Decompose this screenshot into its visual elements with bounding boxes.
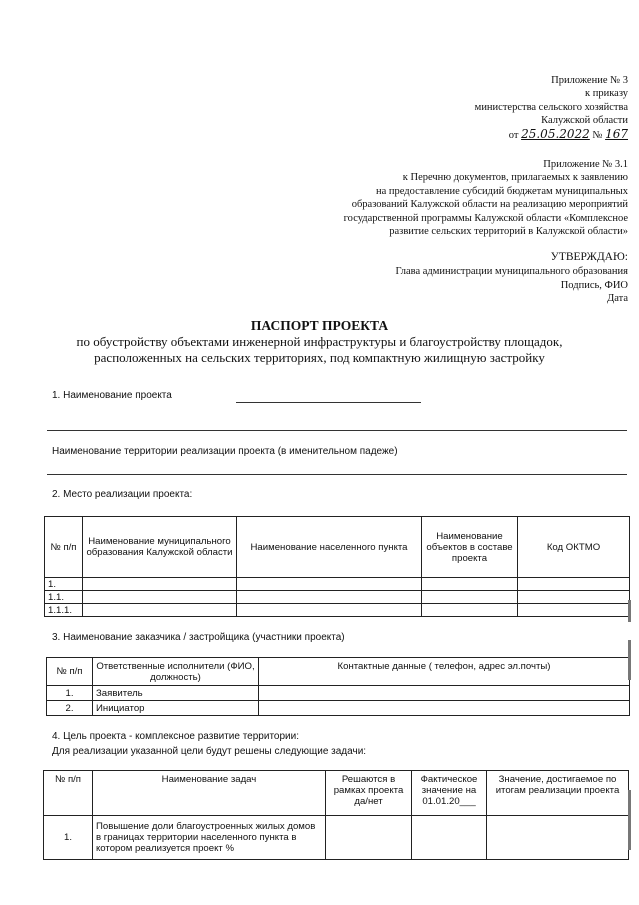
table-row xyxy=(44,816,629,860)
section-4-tasks-label: Для реализации указанной цели будут решены следующие задачи: xyxy=(52,746,367,757)
document-subtitle xyxy=(0,334,639,365)
header-cell: Наименование населенного пункта xyxy=(237,517,422,578)
table-cell xyxy=(422,604,518,617)
header-cell: Наименование задач xyxy=(93,771,326,816)
table-row xyxy=(45,578,630,591)
subtitle-line: расположенных на сельских территориях, под компактную жилищную застройку xyxy=(94,349,545,365)
appendix-3-region: Калужской области xyxy=(541,115,628,127)
row-number: 2. xyxy=(47,701,93,716)
table-cell xyxy=(518,591,630,604)
appendix-3-header xyxy=(475,74,628,142)
header-cell: Решаются в рамках проекта да/нет xyxy=(326,771,412,816)
approve-label: УТВЕРЖДАЮ: xyxy=(550,251,628,263)
participant-role: Инициатор xyxy=(93,701,259,716)
appendix-3-1-header xyxy=(344,158,628,238)
header-cell: Ответственные исполнители (ФИО, должность) xyxy=(93,658,259,686)
appendix-3-1-line: на предоставление субсидий бюджетам муниципальных xyxy=(375,185,628,197)
table-cell xyxy=(412,816,487,860)
appendix-3-title: Приложение № 3 xyxy=(551,75,628,86)
row-number: 1. xyxy=(47,686,93,701)
table-cell xyxy=(422,578,518,591)
tasks-table xyxy=(43,770,629,860)
section-1-label: 1. Наименование проекта xyxy=(52,390,172,401)
table-cell xyxy=(326,816,412,860)
table-cell xyxy=(237,578,422,591)
participants-table xyxy=(46,657,630,716)
approval-block xyxy=(395,251,628,306)
table-header-row xyxy=(44,771,629,816)
number-prefix: № xyxy=(592,129,603,141)
header-cell: Контактные данные ( телефон, адрес эл.почты) xyxy=(259,658,630,686)
row-number: 1.1. xyxy=(45,591,83,604)
appendix-3-ministry: министерства сельского хозяйства xyxy=(474,101,628,113)
header-cell: Значение, достигаемое по итогам реализации проекта xyxy=(487,771,629,816)
scan-artifact xyxy=(628,790,631,850)
table-header-row xyxy=(45,517,630,578)
participant-role: Заявитель xyxy=(93,686,259,701)
subtitle-line: по обустройству объектами инженерной инфраструктуры и благоустройству площадок, xyxy=(76,334,563,349)
table-row xyxy=(47,686,630,701)
header-cell: № п/п xyxy=(44,771,93,816)
project-name-line xyxy=(47,430,627,431)
header-cell: Наименование объектов в составе проекта xyxy=(422,517,518,578)
header-cell: Наименование муниципального образования Калужской области xyxy=(83,517,237,578)
scan-artifact xyxy=(628,640,631,680)
table-cell xyxy=(422,591,518,604)
section-2-label: 2. Место реализации проекта: xyxy=(52,489,193,500)
location-table xyxy=(44,516,630,617)
row-number: 1. xyxy=(45,578,83,591)
date-prefix: от xyxy=(508,129,519,141)
appendix-3-order: к приказу xyxy=(585,88,628,100)
task-name: Повышение доли благоустроенных жилых домов в границах территории населенного пункта в котором реализуется проект % xyxy=(93,816,326,860)
appendix-3-1-line: образований Калужской области на реализацию мероприятий xyxy=(351,199,628,211)
header-cell: № п/п xyxy=(45,517,83,578)
table-row xyxy=(47,701,630,716)
row-number: 1. xyxy=(44,816,93,860)
appendix-3-1-line: государственной программы Калужской области «Комплексное xyxy=(343,212,628,224)
territory-label: Наименование территории реализации проекта (в именительном падеже) xyxy=(52,446,398,457)
section-4-label: 4. Цель проекта - комплексное развитие территории: xyxy=(52,731,299,742)
table-header-row xyxy=(47,658,630,686)
approval-signature: Подпись, ФИО xyxy=(560,279,628,291)
appendix-3-1-line: к Перечню документов, прилагаемых к заявлению xyxy=(402,172,628,184)
table-cell xyxy=(259,686,630,701)
handwritten-number: 167 xyxy=(605,126,628,141)
approval-head: Глава администрации муниципального образования xyxy=(395,265,628,277)
appendix-3-1-line: развитие сельских территорий в Калужской области» xyxy=(389,226,628,238)
appendix-3-date-line xyxy=(475,128,628,142)
table-cell xyxy=(83,591,237,604)
table-cell xyxy=(518,578,630,591)
table-cell xyxy=(237,591,422,604)
territory-line xyxy=(47,474,627,475)
row-number: 1.1.1. xyxy=(45,604,83,617)
section-3-label: 3. Наименование заказчика / застройщика (участники проекта) xyxy=(52,632,345,643)
scan-artifact xyxy=(628,600,631,622)
header-cell: Код ОКТМО xyxy=(518,517,630,578)
table-row xyxy=(45,604,630,617)
table-row xyxy=(45,591,630,604)
table-cell xyxy=(83,578,237,591)
handwritten-date: 25.05.2022 xyxy=(521,126,590,141)
header-cell: № п/п xyxy=(47,658,93,686)
table-cell xyxy=(518,604,630,617)
table-cell xyxy=(237,604,422,617)
table-cell xyxy=(83,604,237,617)
table-cell xyxy=(487,816,629,860)
document-title: ПАСПОРТ ПРОЕКТА xyxy=(250,318,389,333)
appendix-3-1-title: Приложение № 3.1 xyxy=(543,159,628,170)
approval-date: Дата xyxy=(607,293,628,305)
project-name-field-line xyxy=(236,402,421,403)
header-cell: Фактическое значение на 01.01.20___ xyxy=(412,771,487,816)
table-cell xyxy=(259,701,630,716)
